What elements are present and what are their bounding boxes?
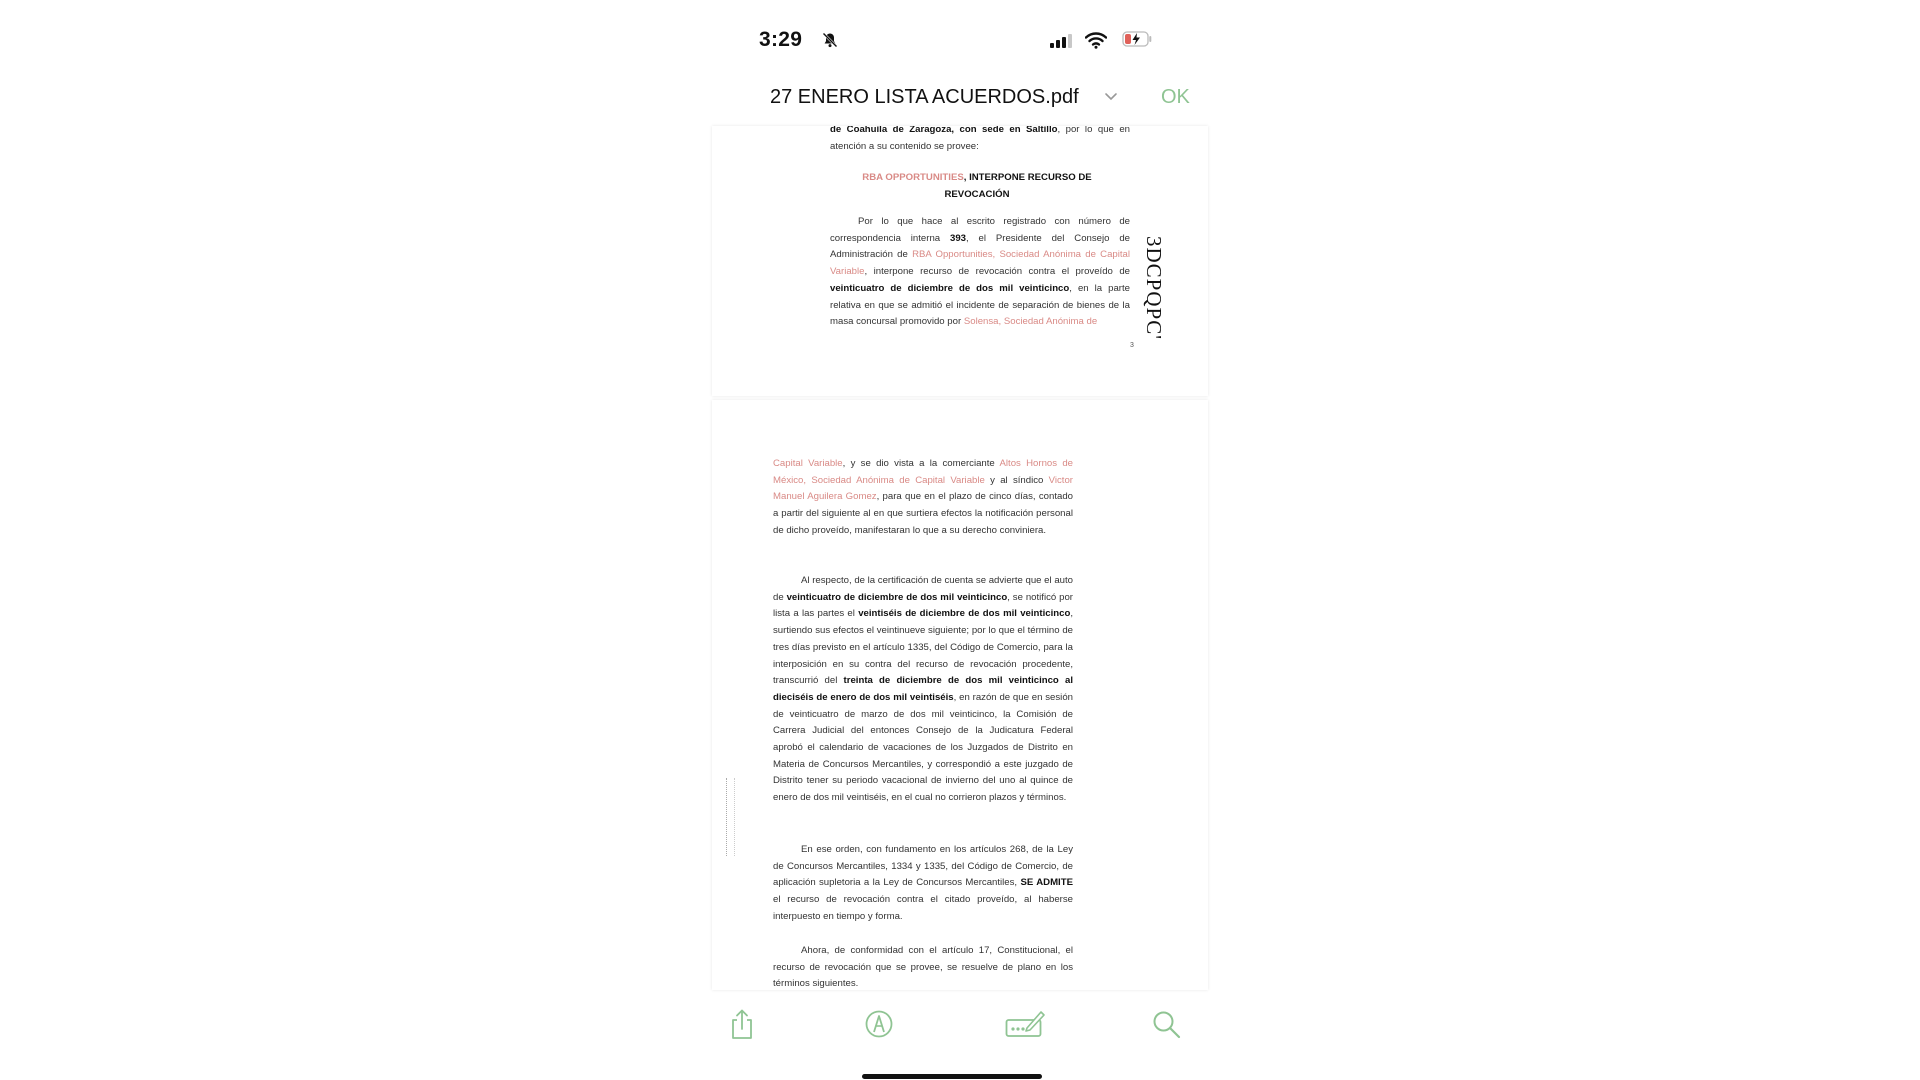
section-heading: RBA OPPORTUNITIES, INTERPONE RECURSO DE REVOCACIÓN xyxy=(862,172,1092,200)
margin-stamp xyxy=(726,778,735,856)
vertical-document-code: 3DCPQPC' xyxy=(1142,236,1166,340)
intro-paragraph: de Coahuila de Zaragoza, con sede en Saltillo, por lo que en atención a su contenido se provee: xyxy=(830,126,1130,152)
cellular-signal-icon xyxy=(1050,34,1072,48)
phone-screen xyxy=(700,0,1220,1080)
chevron-down-icon[interactable] xyxy=(1104,92,1118,102)
silent-bell-icon xyxy=(822,32,838,48)
signature-icon[interactable] xyxy=(1005,1008,1045,1040)
paragraph-recurso: Por lo que hace al escrito registrado con número de correspondencia interna 393, el Presidente del Consejo de Administración de RBA Opportunities, Sociedad Anónima de Capital Variable, interpone recurso de revocación contra el proveído de veinticuatro de diciembre de dos mil veinticinco, en la parte relativa en que se admitió el incidente de separación de bienes de la masa concursal promovido por Solensa, Sociedad Anónima de xyxy=(830,216,1131,328)
page-number: 3 xyxy=(1130,342,1134,349)
paragraph-vista: Capital Variable, y se dio vista a la comerciante Altos Hornos de México, Sociedad Anónima de Capital Variable y al síndico Victor Manuel Aguilera Gomez, para que en el plazo de cinco días, contado a partir del siguiente al en que surtiera efectos la notificación personal de dicho proveído, manifestaran lo que a su derecho conviniera. xyxy=(773,458,1073,536)
home-indicator[interactable] xyxy=(862,1074,1042,1079)
search-icon[interactable] xyxy=(1151,1008,1181,1040)
document-title[interactable]: 27 ENERO LISTA ACUERDOS.pdf xyxy=(770,86,1079,108)
paragraph-admite: En ese orden, con fundamento en los artículos 268, de la Ley de Concursos Mercantiles, 1334 y 1335, del Código de Comercio, de aplicación supletoria a la Ley de Concursos Mercantiles, SE ADMITE el recurso de revocación contra el citado proveído, al haberse interpuesto en tiempo y forma. xyxy=(773,844,1073,922)
paragraph-certificacion: Al respecto, de la certificación de cuenta se advierte que el auto de veinticuatro de diciembre de dos mil veinticinco, se notificó por lista a las partes el veintiséis de diciembre de dos mil veinticinco, surtiendo sus efectos el veintinueve siguiente; por lo que el término de tres días previsto en el artículo 1335, del Código de Comercio, para la interposición en su contra del recurso de revocación procedente, transcurrió del treinta de diciembre de dos mil veinticinco al dieciséis de enero de dos mil veintiséis, en razón de que en sesión de veinticuatro de marzo de dos mil veinticinco, la Comisión de Carrera Judicial del entonces Consejo de la Judicatura Federal aprobó el calendario de vacaciones de los Juzgados de Distrito en Materia de Concursos Mercantiles, y correspondió a este juzgado de Distrito tener su periodo vacacional de invierno del uno al quince de enero de dos mil veintiséis, en el cual no corrieron plazos y términos. xyxy=(773,575,1074,804)
battery-charging-icon xyxy=(1122,31,1152,47)
paragraph-resolucion: Ahora, de conformidad con el artículo 17, Constitucional, el recurso de revocación que se provee, se resuelve de plano en los términos siguientes. xyxy=(773,945,1073,990)
ok-button[interactable]: OK xyxy=(1161,86,1190,108)
status-time: 3:29 xyxy=(759,28,803,51)
markup-icon[interactable] xyxy=(864,1008,894,1040)
pdf-page-3[interactable] xyxy=(712,126,1208,396)
share-icon[interactable] xyxy=(727,1008,757,1040)
pdf-page-4[interactable] xyxy=(712,400,1208,990)
wifi-icon xyxy=(1085,31,1107,49)
